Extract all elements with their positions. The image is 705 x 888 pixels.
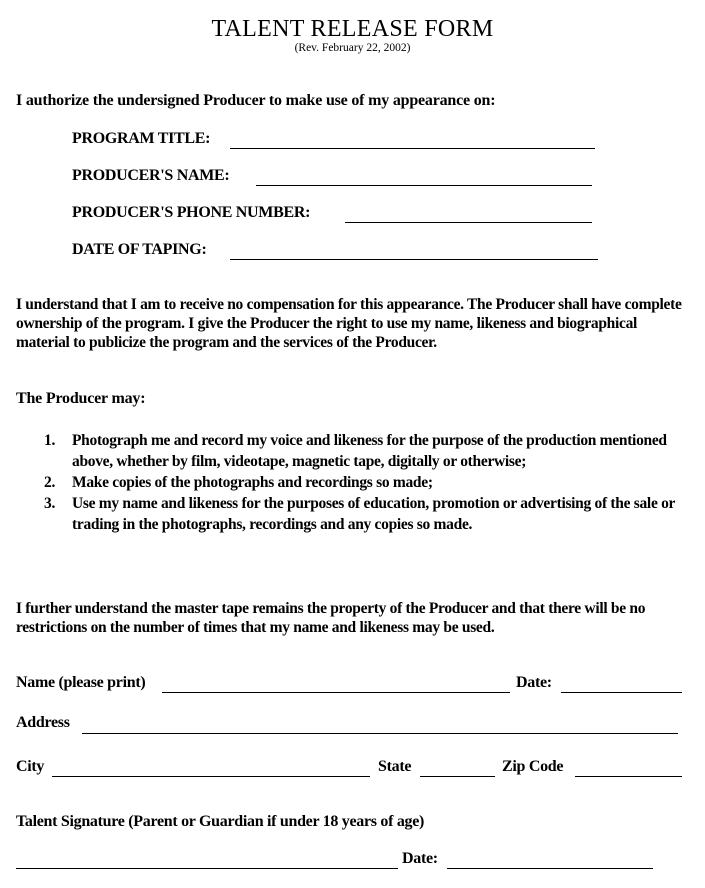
master-tape-text: I further understand the master tape remains the property of the Producer and that there will be no restrictions on the number of times that my name and likeness may be used. — [16, 600, 646, 636]
permissions-list — [44, 430, 684, 535]
list-item-number: 1. — [44, 432, 56, 449]
signature-date-field[interactable] — [447, 868, 653, 869]
list-item-text: Photograph me and record my voice and likeness for the purpose of the production mentioned above, whether by film, videotape, magnetic tape, digitally or otherwise; — [72, 432, 667, 470]
producer-name-field[interactable] — [256, 185, 592, 186]
compensation-paragraph — [16, 295, 688, 352]
talent-signature-field[interactable] — [16, 868, 398, 869]
producer-phone-label: PRODUCER'S PHONE NUMBER: — [72, 204, 311, 221]
master-tape-paragraph — [16, 599, 688, 637]
compensation-text: I understand that I am to receive no compensation for this appearance. The Producer shall have complete ownership of the program. I give the Producer the right to use my name, likeness and biographical material to publicize the program and the services of the Producer. — [16, 296, 682, 351]
zip-code-label: Zip Code — [502, 758, 564, 775]
producer-may-heading: The Producer may: — [16, 390, 146, 407]
program-title-field[interactable] — [230, 148, 595, 149]
address-label: Address — [16, 714, 70, 731]
state-label: State — [378, 758, 412, 775]
name-label: Name (please print) — [16, 674, 146, 691]
zip-code-field[interactable] — [575, 776, 682, 777]
city-field[interactable] — [52, 776, 370, 777]
list-item-text: Make copies of the photographs and recordings so made; — [72, 474, 433, 491]
list-item-text: Use my name and likeness for the purposes of education, promotion or advertising of the sale or trading in the photographs, recordings and any copies so made. — [72, 495, 675, 533]
date-of-taping-field[interactable] — [230, 259, 598, 260]
state-field[interactable] — [420, 776, 495, 777]
signature-date-label: Date: — [402, 850, 438, 867]
date-field[interactable] — [561, 692, 682, 693]
date-of-taping-label: DATE OF TAPING: — [72, 241, 207, 258]
program-title-label: PROGRAM TITLE: — [72, 130, 211, 147]
date-label: Date: — [516, 674, 552, 691]
list-item — [44, 472, 684, 493]
list-item-number: 3. — [44, 495, 56, 512]
form-title: TALENT RELEASE FORM — [211, 16, 494, 42]
intro-text: I authorize the undersigned Producer to make use of my appearance on: — [16, 92, 496, 109]
address-field[interactable] — [82, 733, 678, 734]
producer-phone-field[interactable] — [345, 222, 592, 223]
list-item — [44, 430, 684, 472]
list-item — [44, 493, 684, 535]
revision-date: (Rev. February 22, 2002) — [294, 42, 411, 54]
name-field[interactable] — [162, 692, 510, 693]
list-item-number: 2. — [44, 474, 56, 491]
talent-signature-label: Talent Signature (Parent or Guardian if under 18 years of age) — [16, 813, 425, 830]
producer-name-label: PRODUCER'S NAME: — [72, 167, 230, 184]
city-label: City — [16, 758, 45, 775]
